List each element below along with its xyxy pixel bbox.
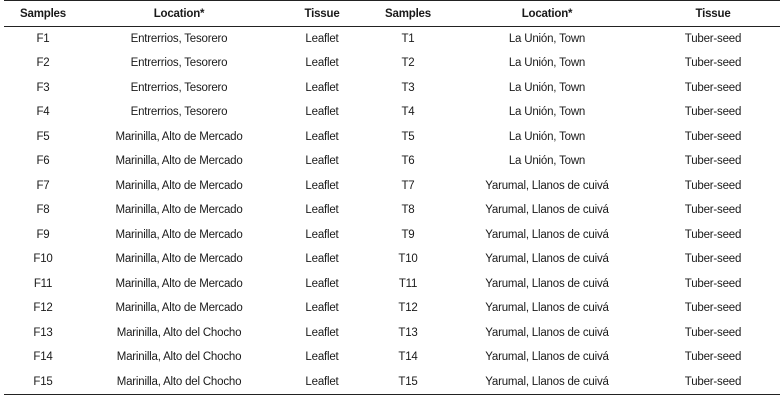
cell-sample: F1 [36,33,50,45]
cell-location-2: La Unión, Town [508,57,586,70]
cell-tissue-2: Tuber-seed [646,370,780,395]
cell-location: Marinilla, Alto del Chocho [82,370,276,395]
cell-sample-2: T10 [398,253,418,266]
table-row [4,174,780,199]
cell-tissue: Leaflet [305,106,339,119]
cell-location-2: Yarumal, Llanos de cuivá [485,302,609,315]
cell-location-2: La Unión, Town [508,81,586,94]
table-row [4,149,780,174]
table-header [4,1,780,27]
cell-location: Marinilla, Alto de Mercado [115,302,243,315]
cell-tissue-2: Tuber-seed [684,277,742,290]
cell-location-2: La Unión, Town [508,106,586,119]
cell-location-2: La Unión, Town [508,33,586,45]
cell-tissue-2: Tuber-seed [684,179,742,192]
header-tissue: Tissue [276,1,368,27]
cell-sample: F6 [36,155,50,168]
cell-sample: F3 [36,81,50,94]
cell-sample: F15 [4,370,82,395]
cell-sample: F7 [36,179,50,192]
cell-location-2: Yarumal, Llanos de cuivá [485,228,609,241]
table-row [4,51,780,76]
cell-sample-2: T8 [401,204,415,217]
cell-sample: F12 [33,302,53,315]
cell-sample: F8 [36,204,50,217]
table-row [4,272,780,297]
cell-location: Marinilla, Alto del Chocho [116,351,242,364]
cell-tissue-2: Tuber-seed [684,228,742,241]
cell-location: Marinilla, Alto de Mercado [115,179,243,192]
cell-location-2: Yarumal, Llanos de cuivá [485,326,609,339]
table-row [4,223,780,248]
cell-sample-2: T13 [398,326,418,339]
cell-sample-2: T12 [398,302,418,315]
cell-tissue: Leaflet [305,253,339,266]
cell-location: Marinilla, Alto de Mercado [115,253,243,266]
cell-sample-2: T1 [401,33,415,45]
cell-location-2: Yarumal, Llanos de cuivá [485,277,609,290]
header-row [4,1,780,27]
header-samples: Samples [4,1,82,27]
cell-location-2: Yarumal, Llanos de cuivá [448,370,646,395]
cell-sample-2: T15 [368,370,448,395]
cell-sample-2: T2 [401,57,415,70]
cell-sample-2: T6 [401,155,415,168]
cell-location: Marinilla, Alto de Mercado [115,130,243,143]
samples-table [4,0,780,395]
cell-tissue: Leaflet [305,130,339,143]
table-body [4,27,780,395]
cell-sample-2: T5 [401,130,415,143]
cell-tissue: Leaflet [305,326,339,339]
cell-sample: F4 [36,106,50,119]
table-row [4,76,780,101]
header-location-2: Location* [448,1,646,27]
cell-location: Marinilla, Alto de Mercado [115,228,243,241]
cell-location-2: La Unión, Town [508,155,586,168]
table-row [4,100,780,125]
cell-location-2: Yarumal, Llanos de cuivá [485,351,609,364]
cell-location: Entrerrios, Tesorero [130,81,228,94]
table-row [4,125,780,150]
cell-sample-2: T11 [398,277,418,290]
cell-tissue: Leaflet [305,351,339,364]
cell-location: Marinilla, Alto de Mercado [115,155,243,168]
cell-location-2: La Unión, Town [508,130,586,143]
cell-tissue: Leaflet [305,228,339,241]
table-row [4,247,780,272]
cell-location: Marinilla, Alto de Mercado [115,204,243,217]
cell-sample: F10 [33,253,53,266]
cell-tissue: Leaflet [305,204,339,217]
cell-tissue: Leaflet [305,155,339,168]
cell-location-2: Yarumal, Llanos de cuivá [485,204,609,217]
cell-sample: F11 [33,277,53,290]
cell-location: Marinilla, Alto de Mercado [115,277,243,290]
cell-location: Entrerrios, Tesorero [130,57,228,70]
table-row [4,370,780,395]
cell-tissue: Leaflet [305,33,339,45]
cell-sample: F14 [33,351,53,364]
table-row [4,321,780,346]
header-tissue-2: Tissue [646,1,780,27]
cell-location: Entrerrios, Tesorero [130,106,228,119]
cell-tissue: Leaflet [305,57,339,70]
cell-tissue-2: Tuber-seed [684,57,742,70]
header-location: Location* [82,1,276,27]
cell-sample: F9 [36,228,50,241]
cell-sample-2: T9 [401,228,415,241]
cell-location: Marinilla, Alto del Chocho [116,326,242,339]
cell-sample-2: T14 [398,351,418,364]
cell-sample-2: T3 [401,81,415,94]
cell-tissue-2: Tuber-seed [684,326,742,339]
cell-tissue: Leaflet [305,81,339,94]
cell-tissue-2: Tuber-seed [684,155,742,168]
cell-location-2: Yarumal, Llanos de cuivá [485,179,609,192]
header-samples-2: Samples [368,1,448,27]
cell-sample-2: T7 [401,179,415,192]
cell-tissue-2: Tuber-seed [684,106,742,119]
table-row [4,345,780,370]
cell-location-2: Yarumal, Llanos de cuivá [485,253,609,266]
cell-tissue-2: Tuber-seed [684,302,742,315]
table-row [4,27,780,52]
cell-sample: F2 [36,57,50,70]
cell-tissue-2: Tuber-seed [684,253,742,266]
cell-tissue: Leaflet [305,179,339,192]
cell-tissue-2: Tuber-seed [684,130,742,143]
table-row [4,296,780,321]
cell-tissue-2: Tuber-seed [684,351,742,364]
cell-tissue: Leaflet [305,277,339,290]
table-row [4,198,780,223]
cell-tissue: Leaflet [305,302,339,315]
cell-sample-2: T4 [401,106,415,119]
cell-sample: F13 [33,326,53,339]
cell-tissue-2: Tuber-seed [684,204,742,217]
cell-sample: F5 [36,130,50,143]
cell-location: Entrerrios, Tesorero [130,33,228,45]
cell-tissue: Leaflet [276,370,368,395]
cell-tissue-2: Tuber-seed [684,81,742,94]
samples-table-container [4,0,780,395]
cell-tissue-2: Tuber-seed [684,33,742,45]
